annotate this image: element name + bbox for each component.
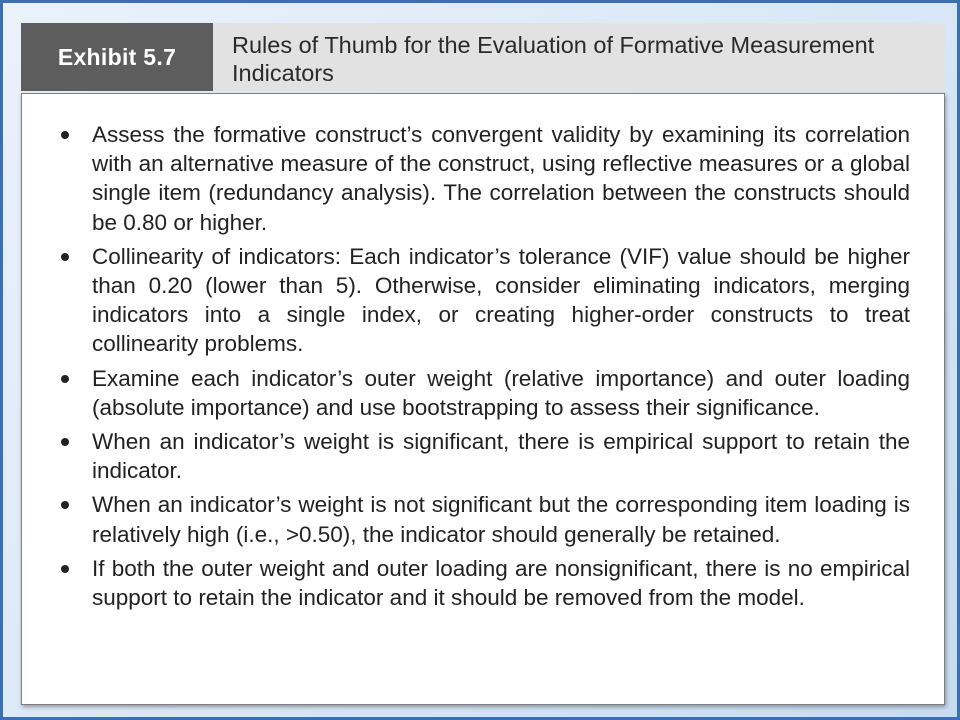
bullet-icon bbox=[61, 375, 69, 383]
bullet-icon bbox=[61, 565, 69, 573]
rule-text: When an indicator’s weight is significant, there is empirical support to retain the indicator. bbox=[92, 429, 910, 484]
rule-item bbox=[58, 490, 910, 548]
bullet-icon bbox=[61, 501, 69, 509]
rule-text: Assess the formative construct’s convergent validity by examining its correlation with an alternative measure of the construct, using reflective measures or a global single item (redundancy analysis). The correlation between the constructs should be 0.80 or higher. bbox=[92, 122, 910, 235]
rule-item bbox=[58, 554, 910, 612]
exhibit-title: Rules of Thumb for the Evaluation of Formative Measurement Indicators bbox=[232, 32, 875, 86]
exhibit-label: Exhibit 5.7 bbox=[21, 23, 213, 91]
rule-item bbox=[58, 427, 910, 485]
rule-text: Collinearity of indicators: Each indicator’s tolerance (VIF) value should be higher than 0.20 (lower than 5). Otherwise, consider eliminating indicators, merging indicators into a single index, or creating higher-order constructs to treat collinearity problems. bbox=[92, 243, 910, 357]
rule-item bbox=[58, 364, 910, 422]
exhibit-content-box bbox=[21, 93, 945, 705]
rules-list bbox=[58, 120, 910, 617]
rule-item bbox=[58, 242, 910, 359]
bullet-icon bbox=[61, 131, 69, 139]
rule-text: Examine each indicator’s outer weight (relative importance) and outer loading (absolute importance) and use bootstrapping to assess their significance. bbox=[92, 365, 910, 420]
bullet-icon bbox=[61, 438, 69, 446]
bullet-icon bbox=[61, 253, 69, 261]
rule-text: When an indicator’s weight is not significant but the corresponding item loading is relatively high (i.e., >0.50), the indicator should generally be retained. bbox=[92, 492, 910, 547]
rule-text: If both the outer weight and outer loading are nonsignificant, there is no empirical support to retain the indicator and it should be removed from the model. bbox=[92, 555, 910, 611]
rule-item bbox=[58, 120, 910, 237]
